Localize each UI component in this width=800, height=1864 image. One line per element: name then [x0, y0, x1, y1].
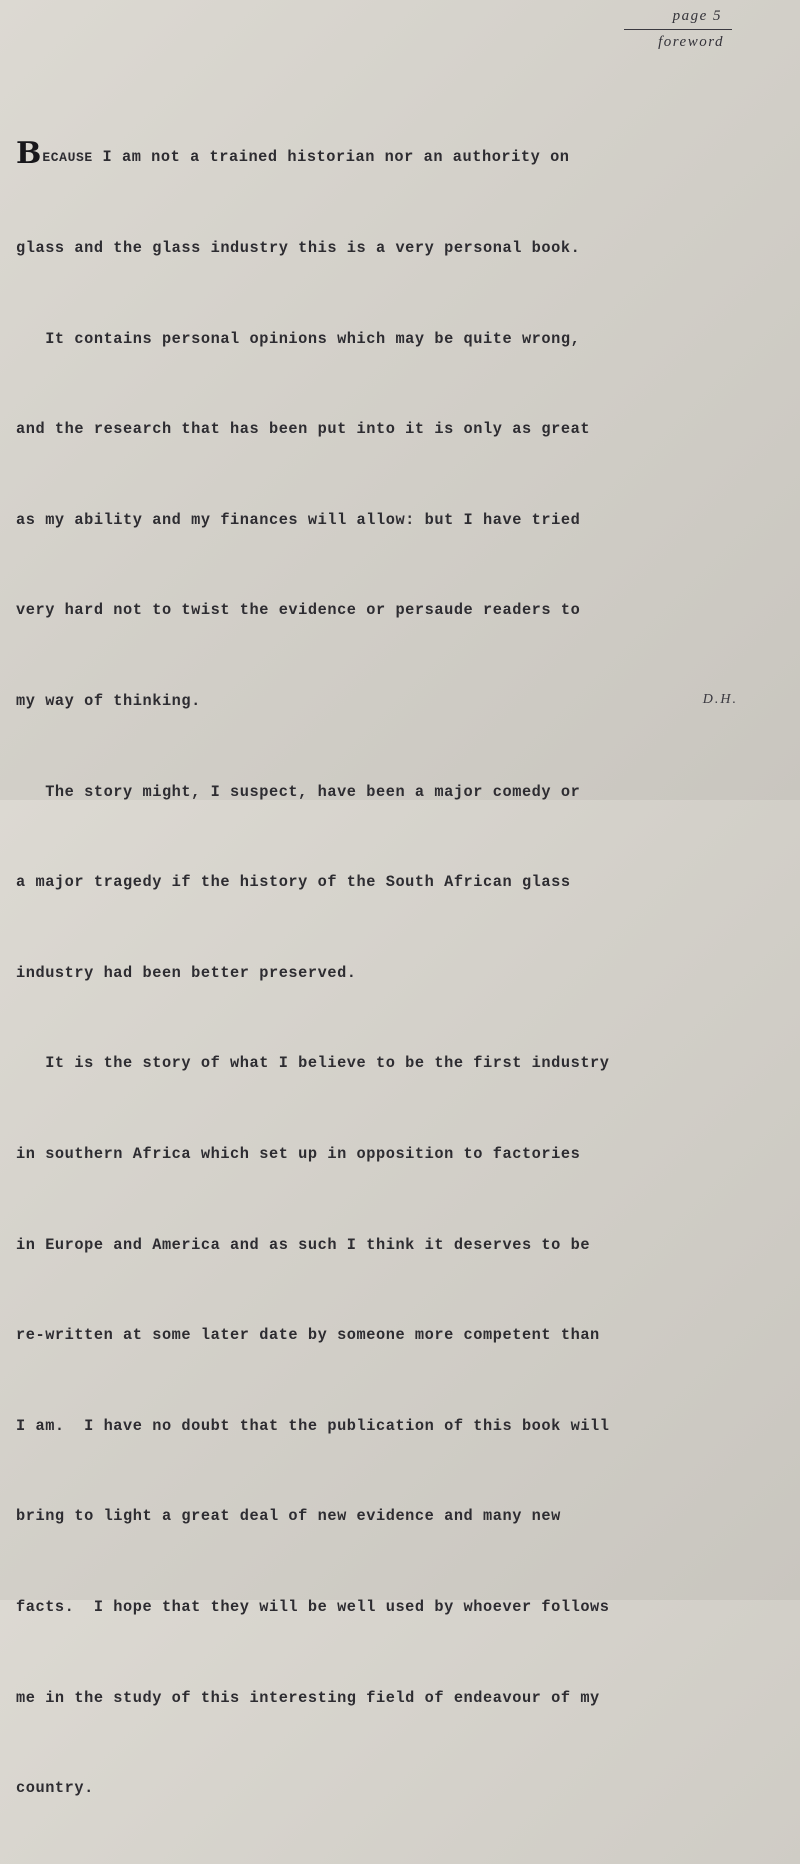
author-initials: D.H.	[702, 692, 738, 707]
text-line: very hard not to twist the evidence or persaude readers to	[16, 601, 581, 620]
text-line: facts. I hope that they will be well used by whoever follows	[16, 1597, 610, 1616]
header-rule	[624, 29, 732, 30]
first-line-rest: I am not a trained historian nor an authority on	[92, 148, 570, 167]
text-line: country.	[16, 1779, 94, 1798]
text-line-1	[16, 136, 756, 172]
text-line: in Europe and America and as such I think it deserves to be	[16, 1235, 591, 1254]
text-line: and the research that has been put into it is only as great	[16, 420, 591, 439]
text-line: re-written at some later date by someone more competent than	[16, 1326, 600, 1345]
text-line: as my ability and my finances will allow: but I have tried	[16, 510, 581, 529]
text-line: bring to light a great deal of new evidence and many new	[16, 1507, 561, 1526]
text-line: glass and the glass industry this is a very personal book.	[16, 239, 581, 257]
text-line: The story might, I suspect, have been a major comedy or	[16, 782, 581, 801]
text-line: industry had been better preserved.	[16, 963, 357, 982]
text-line: me in the study of this interesting field of endeavour of my	[16, 1688, 600, 1707]
page-number: page 5	[672, 8, 722, 24]
first-word-rest: ECAUSE	[42, 150, 93, 166]
page-header	[624, 6, 732, 52]
text-line: It contains personal opinions which may be quite wrong,	[16, 329, 581, 348]
text-line: a major tragedy if the history of the South African glass	[16, 873, 571, 892]
section-title: foreword	[658, 34, 724, 50]
foreword-text	[16, 82, 756, 1864]
text-line: in southern Africa which set up in opposition to factories	[16, 1144, 581, 1163]
text-line: my way of thinking.	[16, 691, 201, 710]
text-line: It is the story of what I believe to be the first industry	[16, 1054, 610, 1073]
text-line: I am. I have no doubt that the publication of this book will	[16, 1416, 610, 1435]
drop-cap: B	[16, 136, 42, 172]
